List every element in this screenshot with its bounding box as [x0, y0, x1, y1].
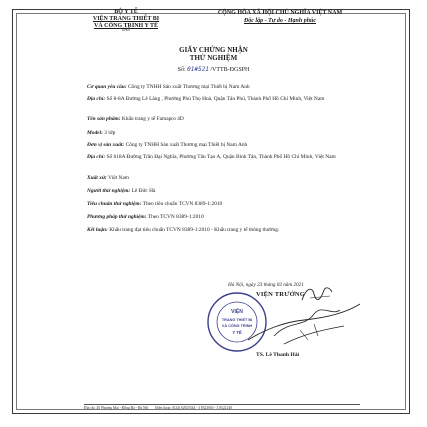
field-value: Theo TCVN 8389-1:2010	[147, 214, 204, 220]
certificate-number	[0, 66, 427, 73]
field-label: Địa chỉ:	[87, 154, 106, 160]
field-value: Công ty TNHH Sản xuất Thương mại Thiết bị Nam Anh	[125, 142, 248, 148]
field-value: Lê Đức Hà	[131, 188, 156, 194]
field-label: Kết luận:	[87, 227, 108, 233]
field-test-standard	[87, 201, 355, 208]
field-label: Phương pháp thử nghiệm:	[87, 214, 147, 220]
issuer-header	[78, 9, 174, 30]
field-agency-address	[87, 96, 355, 103]
field-conclusion	[87, 227, 355, 234]
title-line1: GIẤY CHỨNG NHẬN	[179, 46, 248, 54]
field-value: Theo tiêu chuẩn TCVN 8389-1:2010	[142, 201, 223, 207]
field-value: Việt Nam	[108, 175, 129, 181]
field-value: Số 618A Đường Trần Đại Nghĩa, Phường Tân Tạo A, Quận Bình Tân, Thành Phố Hồ Chí Minh, Việt Nam	[106, 154, 336, 160]
doc-ref: 0A5	[121, 28, 131, 33]
field-value: Công ty TNHH Sản xuất Thương mại Thiết bị Nam Anh	[127, 84, 250, 90]
handwritten-signature	[244, 300, 364, 350]
title-line2: THỬ NGHIỆM	[189, 54, 238, 62]
field-manufacturer	[87, 142, 355, 149]
so-suffix: /VTTB-ĐGSPH	[210, 67, 250, 73]
field-label: Địa chỉ:	[87, 96, 106, 102]
field-requesting-agency	[87, 84, 355, 91]
footer-phone: Điện thoại: (024) 62925544 - 3 8523065 - 3 8522148	[155, 406, 232, 410]
field-label: Đơn vị sản xuất:	[87, 142, 125, 148]
field-label: Cơ quan yêu cầu:	[87, 84, 127, 90]
field-value: Khẩu trang đạt tiêu chuẩn TCVN 8389-1:2010 - Khẩu trang y tế thông thường.	[109, 227, 280, 233]
stamp-text-bottom: Y TẾ	[232, 330, 242, 335]
field-origin	[87, 175, 355, 182]
stamp-text-top: VIỆN	[231, 309, 243, 315]
signer-name: TS. Lê Thanh Hải	[256, 352, 300, 358]
field-value: Số 8-8A Đường Lê Lăng , Phường Phú Thọ Hoà, Quận Tân Phú, Thành Phố Hồ Chí Minh, Việt Nam	[106, 96, 325, 102]
field-value: Khẩu trang y tế Famapro 4D	[121, 116, 184, 122]
field-label: Tên sản phẩm:	[87, 116, 121, 122]
country-name: CỘNG HÒA XÃ HỘI CHỦ NGHĨA VIỆT NAM	[217, 10, 343, 16]
field-value: 3 lớp	[104, 130, 116, 136]
national-header	[180, 9, 380, 25]
field-label: Xuất xứ:	[87, 175, 107, 181]
footer-address: Địa chỉ: 40 Phương Mai - Đống Đa - Hà Nội	[84, 406, 149, 410]
ministry-name: BỘ Y TẾ	[114, 9, 138, 15]
field-tester	[87, 188, 355, 195]
stamp-text-mid2: VÀ CÔNG TRÌNH	[221, 324, 253, 328]
stamp-text-mid1: TRANG THIẾT BỊ	[221, 318, 253, 322]
certificate-title	[0, 46, 427, 62]
footer-divider	[84, 404, 360, 405]
so-number: 01#521	[187, 66, 209, 73]
field-product-name	[87, 116, 355, 123]
field-model	[87, 130, 355, 137]
institute-line1: VIỆN TRANG THIẾT BỊ	[92, 16, 160, 22]
national-motto: Độc lập - Tự do - Hạnh phúc	[243, 18, 317, 24]
field-label: Người thử nghiệm:	[87, 188, 131, 194]
field-manufacturer-address	[87, 154, 355, 161]
so-label: Số:	[177, 67, 186, 73]
field-label: Tiêu chuẩn thử nghiệm:	[87, 201, 142, 207]
signer-position: VIỆN TRƯỞNG	[256, 291, 305, 298]
institute-line2: VÀ CÔNG TRÌNH Y TẾ	[93, 23, 158, 29]
field-label: Model:	[87, 130, 103, 136]
field-test-method	[87, 214, 355, 221]
issue-date: Hà Nội, ngày 23 tháng 03 năm 2021	[228, 282, 304, 288]
page-footer	[84, 406, 360, 410]
